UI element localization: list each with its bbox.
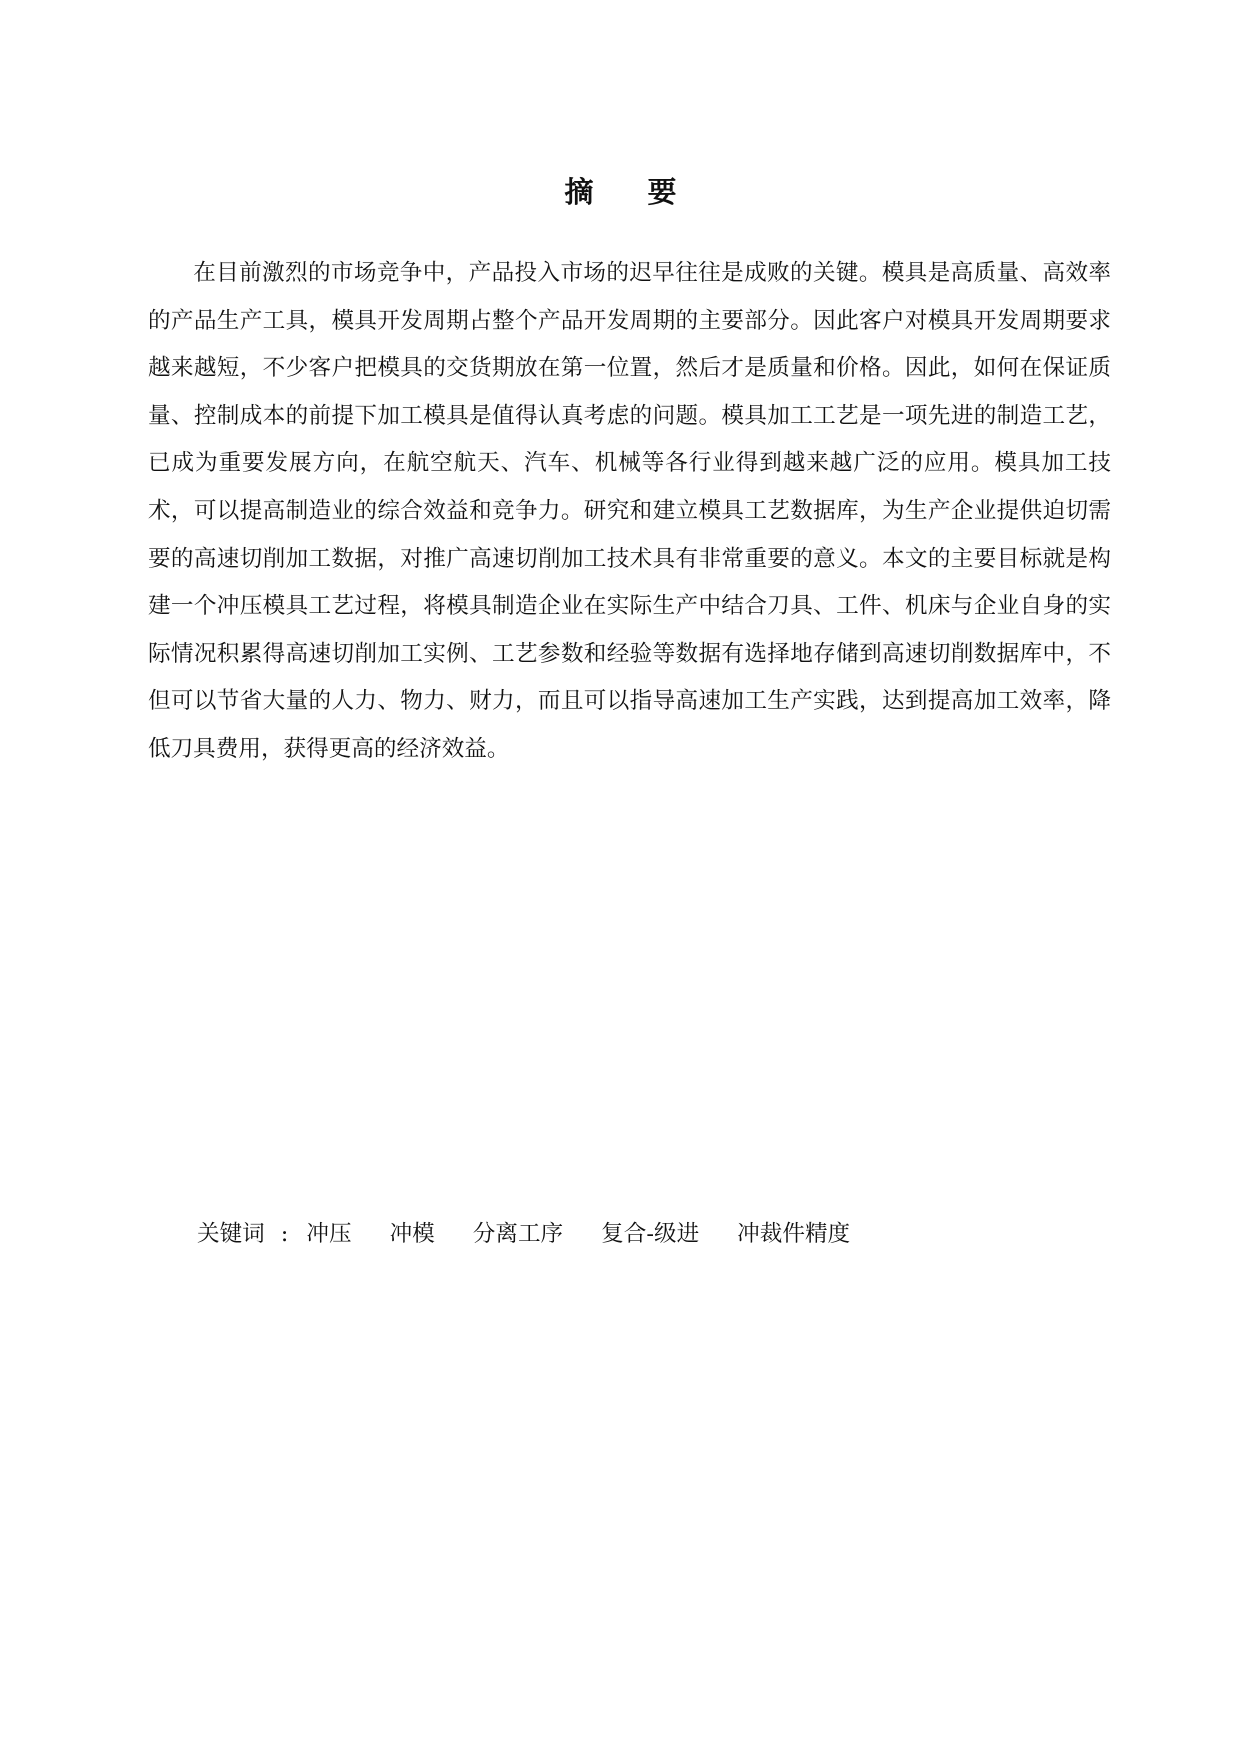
keywords-colon: : bbox=[280, 1221, 289, 1247]
abstract-title: 摘 要 bbox=[564, 175, 699, 209]
keyword-item: 冲模 bbox=[389, 1221, 435, 1247]
keyword-item: 复合-级进 bbox=[601, 1221, 700, 1247]
abstract-body: 在目前激烈的市场竞争中，产品投入市场的迟早往往是成败的关键。模具是高质量、高效率的产品生产工具，模具开发周期占整个产品开发周期的主要部分。因此客户对模具开发周期要求越来越短，不少客户把模具的交货期放在第一位置，然后才是质量和价格。因此，如何在保证质量、控制成本的前提下加工模具是值得认真考虑的问题。模具加工工艺是一项先进的制造工艺，已成为重要发展方向，在航空航天、汽车、机械等各行业得到越来越广泛的应用。模具加工技术，可以提高制造业的综合效益和竞争力。研究和建立模具工艺数据库，为生产企业提供迫切需要的高速切削加工数据，对推广高速切削加工技术具有非常重要的意义。本文的主要目标就是构建一个冲压模具工艺过程，将模具制造企业在实际生产中结合刀具、工件、机床与企业自身的实际情况积累得高速切削加工实例、工艺参数和经验等数据有选择地存储到高速切削数据库中，不但可以节省大量的人力、物力、财力，而且可以指导高速加工生产实践，达到提高加工效率，降低刀具费用，获得更高的经济效益。 bbox=[148, 260, 1111, 762]
keywords-line bbox=[197, 1218, 888, 1250]
keywords-label: 关键词 bbox=[197, 1221, 265, 1247]
keyword-item: 分离工序 bbox=[472, 1221, 564, 1247]
keyword-item: 冲压 bbox=[306, 1221, 352, 1247]
keyword-item: 冲裁件精度 bbox=[737, 1221, 851, 1247]
